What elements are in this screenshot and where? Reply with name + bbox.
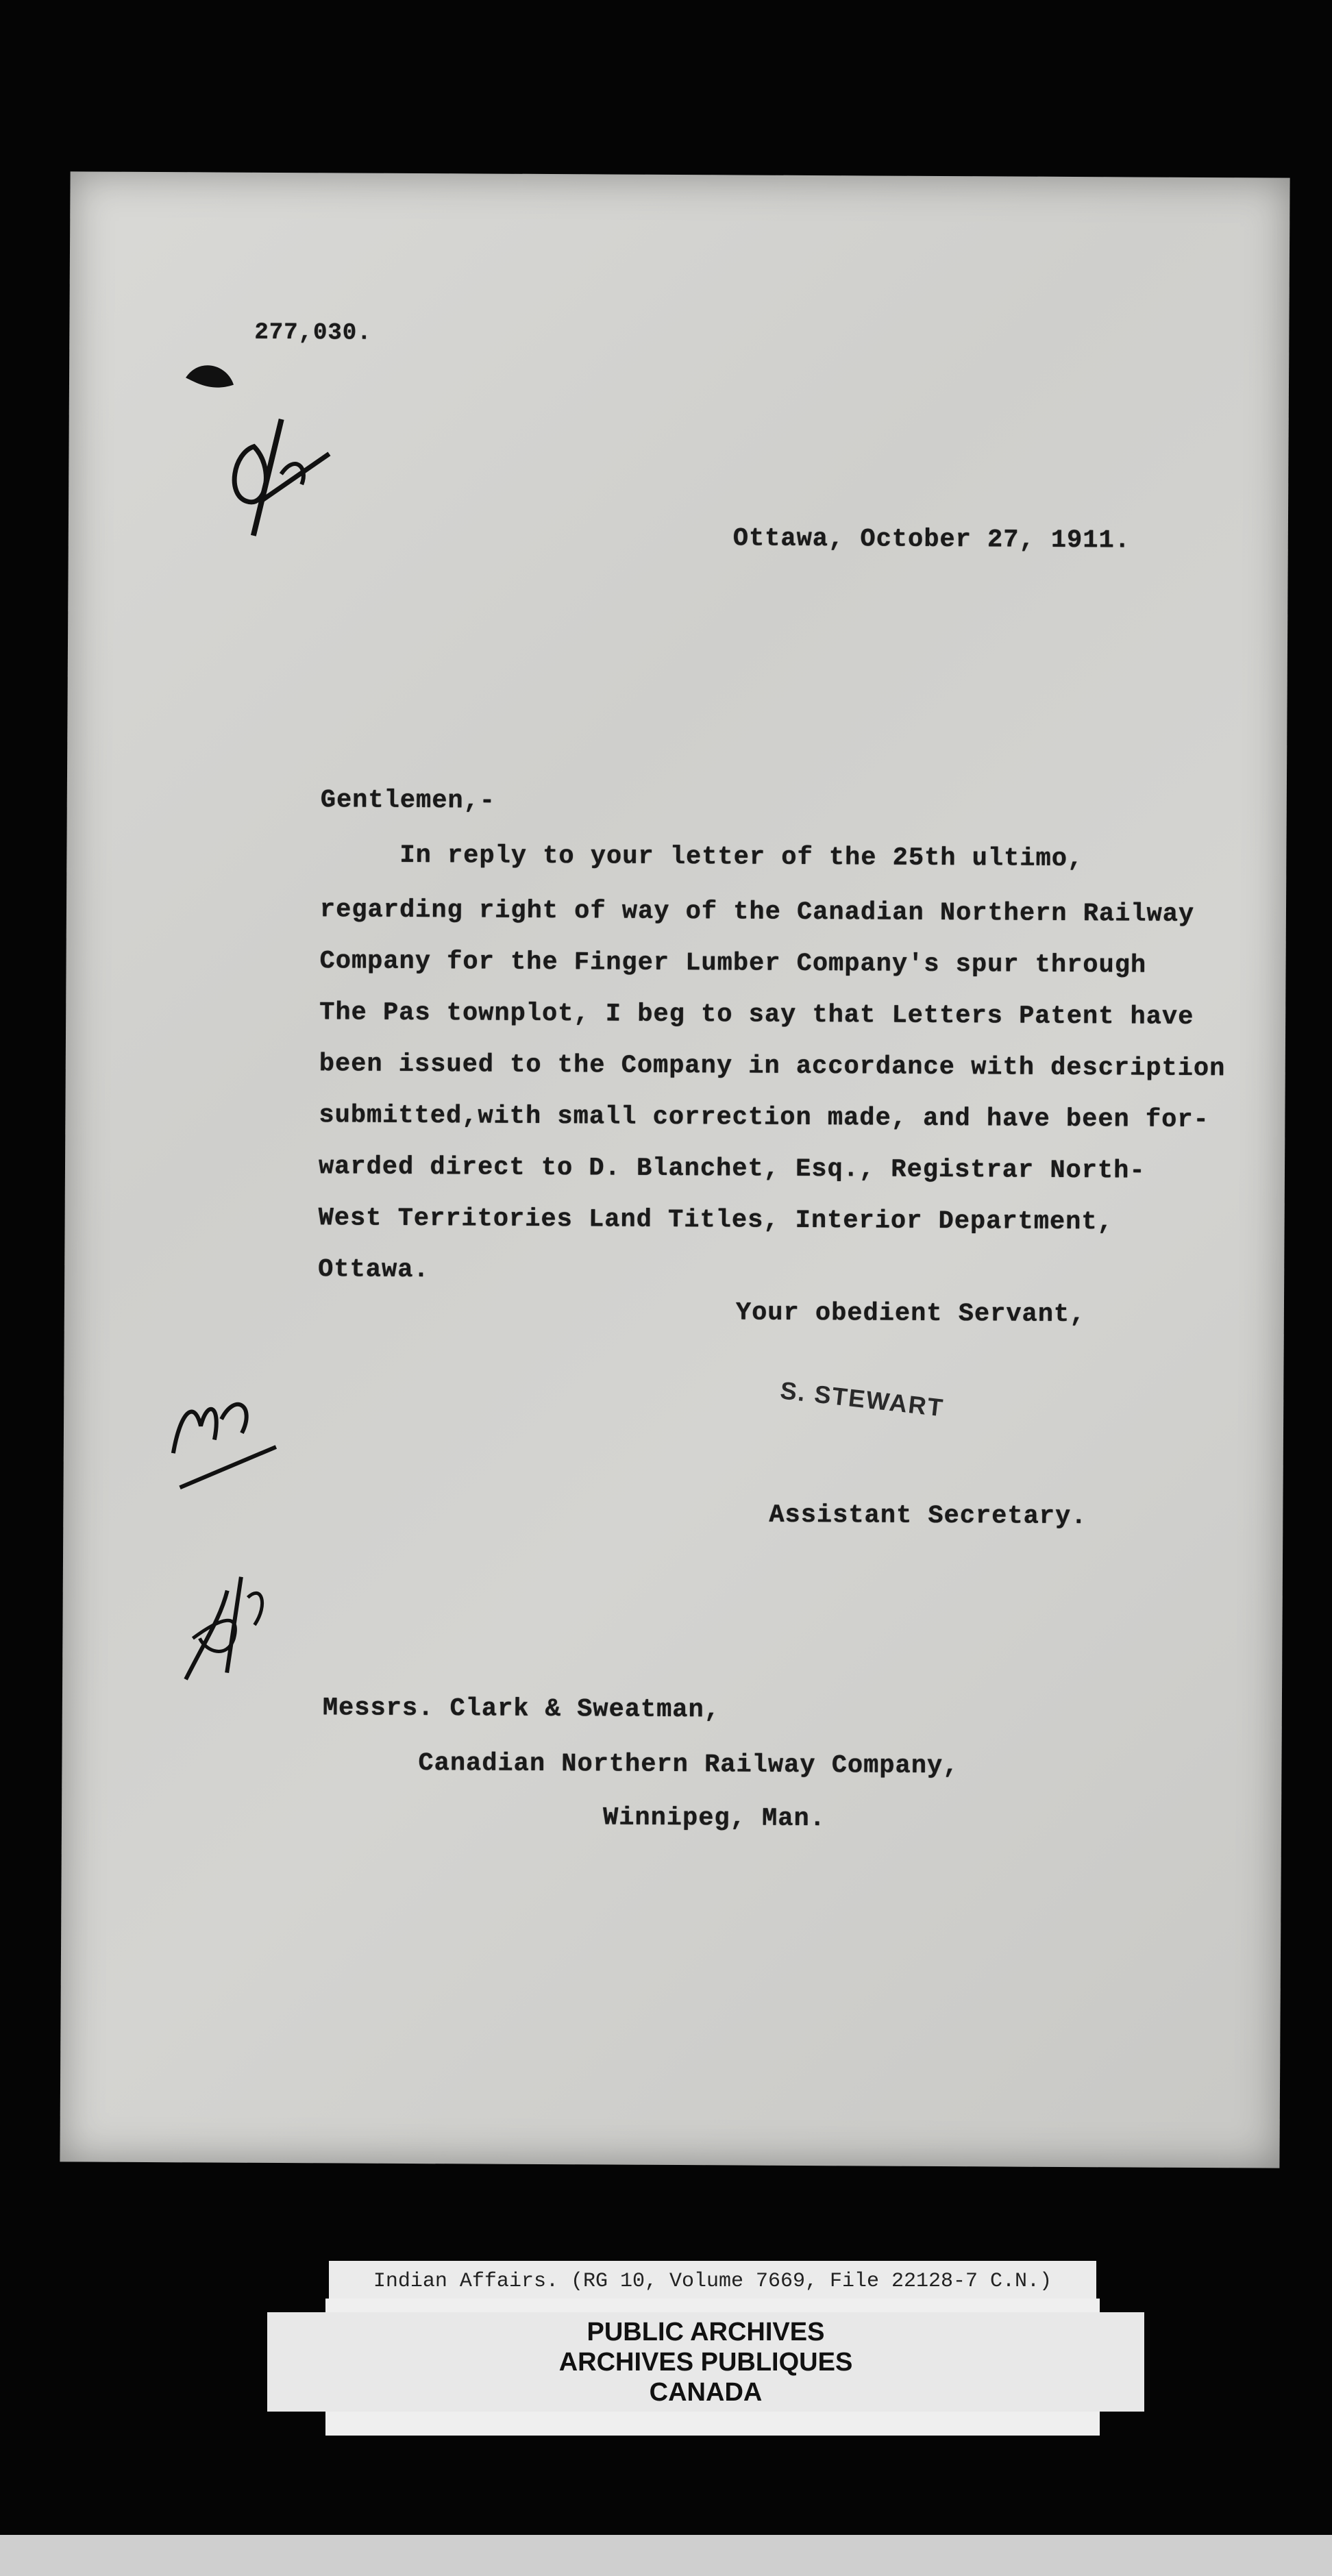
body-line: submitted,with small correction made, and have been for- <box>319 1101 1209 1135</box>
body-line: regarding right of way of the Canadian Northern Railway <box>319 895 1195 929</box>
signature-stamp: S. STEWART <box>778 1376 946 1422</box>
body-line: Ottawa. <box>318 1255 430 1285</box>
letter-page <box>60 171 1290 2168</box>
dateline: Ottawa, October 27, 1911. <box>732 524 1131 556</box>
archive-label <box>267 2312 1144 2412</box>
archive-label-line: CANADA <box>649 2377 763 2407</box>
salutation: Gentlemen,- <box>320 786 496 816</box>
body-line: In reply to your letter of the 25th ultimo, <box>320 841 1084 874</box>
body-line: warded direct to D. Blanchet, Esq., Registrar North- <box>318 1152 1146 1186</box>
handwritten-initials-margin <box>158 1350 297 1707</box>
archive-label-line: PUBLIC ARCHIVES <box>587 2317 825 2346</box>
film-edge <box>0 2535 1332 2576</box>
archive-reference-strip <box>329 2261 1096 2302</box>
closing: Your obedient Servant, <box>735 1298 1086 1330</box>
file-number: 277,030. <box>254 319 372 347</box>
address-line: Messrs. Clark & Sweatman, <box>322 1694 721 1725</box>
body-line: West Territories Land Titles, Interior Department, <box>318 1204 1113 1237</box>
body-line: Company for the Finger Lumber Company's spur through <box>319 947 1147 980</box>
archive-reference: Indian Affairs. (RG 10, Volume 7669, File 22128-7 C.N.) <box>373 2270 1052 2293</box>
handwritten-initials-top <box>171 336 351 543</box>
address-line: Winnipeg, Man. <box>602 1803 826 1834</box>
body-line: The Pas townplot, I beg to say that Letters Patent have <box>319 998 1194 1032</box>
body-line: been issued to the Company in accordance with description <box>319 1050 1226 1084</box>
signer-title: Assistant Secretary. <box>769 1500 1087 1532</box>
archive-label-line: ARCHIVES PUBLIQUES <box>558 2347 853 2377</box>
address-line: Canadian Northern Railway Company, <box>418 1749 959 1781</box>
